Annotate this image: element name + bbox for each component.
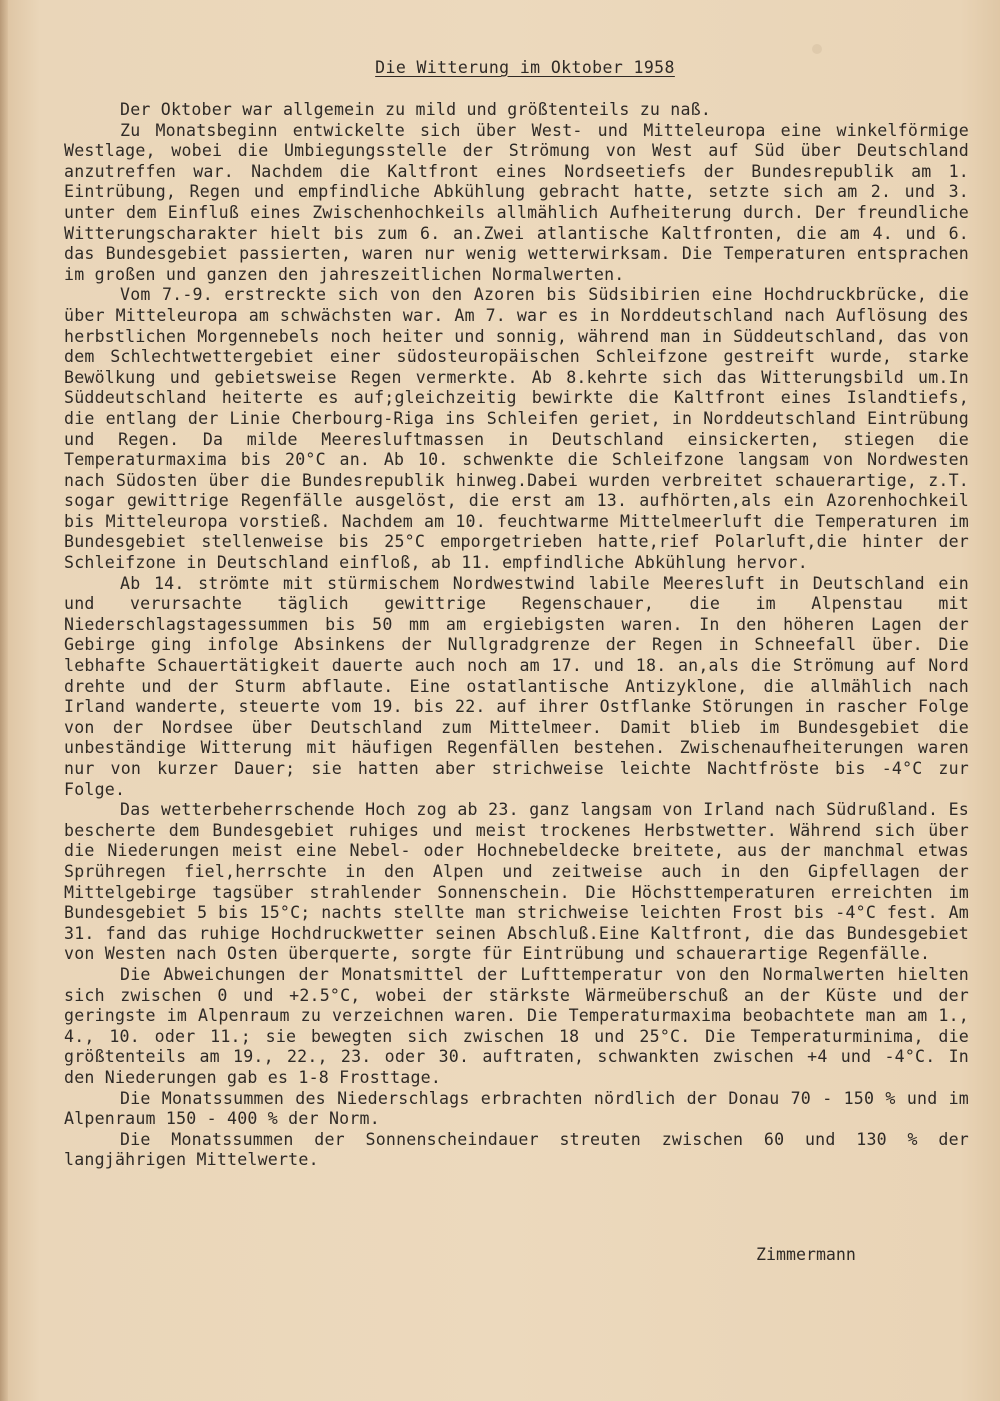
page-title [0, 58, 1000, 77]
paragraph-23-to-31: Das wetterbeherrschende Hoch zog ab 23. ganz langsam von Irland nach Südrußland. Es bescherte dem Bundesgebiet ruhiges und meist trockenes Herbstwetter. Während sich über die Niederungen meist eine Nebel- oder Hochnebeldecke breitete, aus der manchmal etwas Sprühregen fiel,herrschte in den Alpen und zeitweise auch in den Gipfellagen der Mittelgebirge tagsüber strahlender Sonnenschein. Die Höchsttemperaturen erreichten im Bundesgebiet 5 bis 15°C; nachts stellte man strichweise leichten Frost bis -4°C fest. Am 31. fand das ruhige Hochdruckwetter seinen Abschluß.Eine Kaltfront, die das Bundesgebiet von Westen nach Osten überquerte, sorgte für Eintrübung und schauerartige Regenfälle. [64, 800, 969, 964]
paragraph-precipitation: Die Monatssummen des Niederschlags erbrachten nördlich der Donau 70 - 150 % und im Alpenraum 150 - 400 % der Norm. [64, 1088, 969, 1129]
author-signature: Zimmermann [756, 1245, 856, 1264]
paragraph-month-start: Zu Monatsbeginn entwickelte sich über West- und Mitteleuropa eine winkelförmige Westlage, wobei die Umbiegungsstelle der Strömung von West auf Süd über Deutschland anzutreffen war. Nachdem die Kaltfront eines Nordseetiefs der Bundesrepublik am 1. Eintrübung, Regen und empfindliche Abkühlung gebracht hatte, setzte sich am 2. und 3. unter dem Einfluß eines Zwischenhochkeils allmählich Aufheiterung durch. Der freundliche Witterungscharakter hielt bis zum 6. an.Zwei atlantische Kaltfronten, die am 4. und 6. das Bundesgebiet passierten, waren nur wenig wetterwirksam. Die Temperaturen entsprachen im großen und ganzen den jahreszeitlichen Normalwerten. [64, 120, 969, 284]
paragraph-14-to-22: Ab 14. strömte mit stürmischem Nordwestwind labile Meeresluft in Deutschland ein und verursachte täglich gewittrige Regenschauer, die im Alpenstau mit Niederschlagstagessummen bis 50 mm am ergiebigsten waren. In den höheren Lagen der Gebirge ging infolge Absinkens der Nullgradgrenze der Regen in Schneefall über. Die lebhafte Schauertätigkeit dauerte auch noch am 17. und 18. an,als die Strömung auf Nord drehte und der Sturm abflaute. Eine ostatlantische Antizyklone, die allmählich nach Irland wanderte, steuerte vom 19. bis 22. auf ihrer Ostflanke Störungen in rascher Folge von der Nordsee über Deutschland zum Mittelmeer. Damit blieb im Bundesgebiet die unbeständige Witterung mit häufigen Regenfällen bestehen. Zwischenaufheiterungen waren nur von kurzer Dauer; sie hatten aber strichweise leichte Nachtfröste bis -4°C zur Folge. [64, 573, 969, 799]
paragraph-sunshine: Die Monatssummen der Sonnenscheindauer streuten zwischen 60 und 130 % der langjährigen Mittelwerte. [64, 1129, 969, 1170]
binding-edge [0, 0, 8, 1401]
paragraph-intro: Der Oktober war allgemein zu mild und größtenteils zu naß. [120, 100, 712, 119]
paragraph-temperature-summary: Die Abweichungen der Monatsmittel der Lufttemperatur von den Normalwerten hielten sich zwischen 0 und +2.5°C, wobei der stärkste Wärmeüberschuß an der Küste und der geringste im Alpenraum zu verzeichnen waren. Die Temperaturmaxima beobachtete man am 1., 4., 10. oder 11.; sie bewegten sich zwischen 18 und 25°C. Die Temperaturminima, die größtenteils am 19., 22., 23. oder 30. auftraten, schwankten zwischen +4 und -4°C. In den Niederungen gab es 1-8 Frosttage. [64, 964, 969, 1087]
document-body [64, 100, 969, 1171]
paper-stain [812, 44, 822, 54]
paragraph-7-to-13: Vom 7.-9. erstreckte sich von den Azoren bis Südsibirien eine Hochdruckbrücke, die über Mitteleuropa am schwächsten war. Am 7. war es in Norddeutschland nach Auflösung des herbstlichen Morgennebels noch heiter und sonnig, während man in Süddeutschland, das von dem Schlechtwettergebiet einer südosteuropäischen Schleifzone gestreift wurde, starke Bewölkung und gebietsweise Regen vermerkte. Ab 8.kehrte sich das Witterungsbild um.In Süddeutschland heiterte es auf;gleichzeitig bewirkte die Kaltfront eines Islandtiefs, die entlang der Linie Cherbourg-Riga ins Schleifen geriet, in Norddeutschland Eintrübung und Regen. Da milde Meeresluftmassen in Deutschland einsickerten, stiegen die Temperaturmaxima bis 20°C an. Ab 10. schwenkte die Schleifzone langsam von Nordwesten nach Südosten über die Bundesrepublik hinweg.Dabei wurden verbreitet schauerartige, z.T. sogar gewittrige Regenfälle ausgelöst, die erst am 13. aufhörten,als ein Azorenhochkeil bis Mitteleuropa vorstieß. Nachdem am 10. feuchtwarme Mittelmeerluft die Temperaturen im Bundesgebiet stellenweise bis 25°C emporgetrieben hatte,rief Polarluft,die hinter der Schleifzone in Deutschland einfloß, ab 11. empfindliche Abkühlung hervor. [64, 285, 969, 573]
page-title-text: Die Witterung im Oktober 1958 [375, 58, 675, 77]
